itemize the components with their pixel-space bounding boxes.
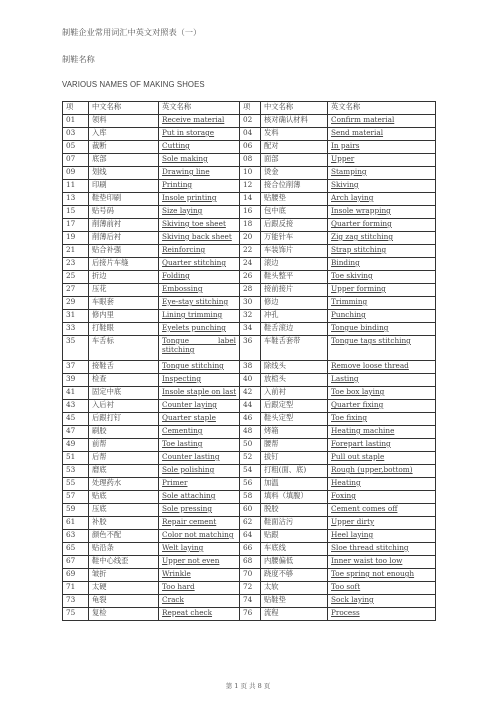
item-no: 40 <box>240 374 261 387</box>
item-no: 72 <box>240 582 261 595</box>
chinese-name: 接前接片 <box>261 284 328 297</box>
item-no: 03 <box>63 128 89 141</box>
chinese-name: 入后衬 <box>89 400 159 413</box>
english-name: Heating machine <box>328 426 436 439</box>
english-name: Rough (upper,bottom) <box>328 465 436 478</box>
item-no: 60 <box>240 504 261 517</box>
item-no: 28 <box>240 284 261 297</box>
english-name: Quarter fixing <box>328 400 436 413</box>
english-name: Pull out staple <box>328 452 436 465</box>
chinese-name: 发料 <box>261 128 328 141</box>
table-row <box>63 452 436 465</box>
english-name: Forepart lasting <box>328 439 436 452</box>
english-name: Eye-stay stitching <box>159 297 240 310</box>
chinese-name: 脱胶 <box>261 504 328 517</box>
item-no: 33 <box>63 323 89 336</box>
chinese-name: 流程 <box>261 608 328 621</box>
english-name: Counter lasting <box>159 452 240 465</box>
table-row <box>63 336 436 361</box>
chinese-name: 划线 <box>89 167 159 180</box>
header-no: 项 <box>63 102 89 115</box>
item-no: 59 <box>63 504 89 517</box>
english-name: In pairs <box>328 141 436 154</box>
chinese-name: 贴合补强 <box>89 245 159 258</box>
item-no: 27 <box>63 284 89 297</box>
chinese-name: 检查 <box>89 374 159 387</box>
item-no: 38 <box>240 361 261 374</box>
item-no: 29 <box>63 297 89 310</box>
table-row <box>63 206 436 219</box>
chinese-name: 压花 <box>89 284 159 297</box>
chinese-name: 印刷 <box>89 180 159 193</box>
item-no: 26 <box>240 271 261 284</box>
chinese-name: 贴号码 <box>89 206 159 219</box>
chinese-name: 固定中底 <box>89 387 159 400</box>
english-name: Sloe thread stitching <box>328 543 436 556</box>
item-no: 68 <box>240 556 261 569</box>
chinese-name: 磨底 <box>89 465 159 478</box>
item-no: 39 <box>63 374 89 387</box>
english-name: Sole attaching <box>159 491 240 504</box>
item-no: 63 <box>63 530 89 543</box>
item-no: 25 <box>63 271 89 284</box>
english-name: Receive material <box>159 115 240 128</box>
english-name: Toe box laying <box>328 387 436 400</box>
english-name: Upper <box>328 154 436 167</box>
english-name: Tongue tags stitching <box>328 336 436 361</box>
english-name: Sole pressing <box>159 504 240 517</box>
chinese-name: 面部 <box>261 154 328 167</box>
table-row <box>63 193 436 206</box>
item-no: 56 <box>240 478 261 491</box>
chinese-name: 放楦头 <box>261 374 328 387</box>
chinese-name: 补胶 <box>89 517 159 530</box>
table-row <box>63 478 436 491</box>
table-row <box>63 271 436 284</box>
chinese-name: 接鞋舌 <box>89 361 159 374</box>
chinese-name: 后跟定型 <box>261 400 328 413</box>
chinese-name: 填料（填腹） <box>261 491 328 504</box>
english-name: Counter laying <box>159 400 240 413</box>
table-row <box>63 323 436 336</box>
chinese-name: 处理药水 <box>89 478 159 491</box>
item-no: 41 <box>63 387 89 400</box>
item-no: 09 <box>63 167 89 180</box>
item-no: 64 <box>240 530 261 543</box>
english-name: Sole making <box>159 154 240 167</box>
english-name: Insole staple on last <box>159 387 240 400</box>
chinese-name: 车眼套 <box>89 297 159 310</box>
english-name: Eyelets punching <box>159 323 240 336</box>
english-name: Tongue binding <box>328 323 436 336</box>
table-row <box>63 517 436 530</box>
item-no: 14 <box>240 193 261 206</box>
chinese-name: 鞋面沾污 <box>261 517 328 530</box>
english-name: Primer <box>159 478 240 491</box>
item-no: 57 <box>63 491 89 504</box>
chinese-name: 万能针车 <box>261 232 328 245</box>
item-no: 45 <box>63 413 89 426</box>
chinese-name: 除线头 <box>261 361 328 374</box>
chinese-name: 后跟打钉 <box>89 413 159 426</box>
terms-table <box>62 101 436 621</box>
item-no: 50 <box>240 439 261 452</box>
table-row <box>63 284 436 297</box>
item-no: 71 <box>63 582 89 595</box>
english-name: Confirm material <box>328 115 436 128</box>
item-no: 10 <box>240 167 261 180</box>
table-row <box>63 504 436 517</box>
chinese-name: 复检 <box>89 608 159 621</box>
chinese-name: 加温 <box>261 478 328 491</box>
item-no: 53 <box>63 465 89 478</box>
table-row <box>63 154 436 167</box>
chinese-name: 折边 <box>89 271 159 284</box>
chinese-name: 贴底 <box>89 491 159 504</box>
english-name: Size laying <box>159 206 240 219</box>
item-no: 02 <box>240 115 261 128</box>
table-row <box>63 258 436 271</box>
item-no: 69 <box>63 569 89 582</box>
english-name: Skiving <box>328 180 436 193</box>
chinese-name: 鞋垫印刷 <box>89 193 159 206</box>
english-name: Heating <box>328 478 436 491</box>
chinese-name: 后帮 <box>89 452 159 465</box>
chinese-name: 贴腰垫 <box>261 193 328 206</box>
english-name: Quarter forming <box>328 219 436 232</box>
item-no: 35 <box>63 336 89 361</box>
english-name: Upper forming <box>328 284 436 297</box>
chinese-name: 入前衬 <box>261 387 328 400</box>
chinese-name: 贴鞋垫 <box>261 595 328 608</box>
table-row <box>63 310 436 323</box>
item-no: 20 <box>240 232 261 245</box>
item-no: 66 <box>240 543 261 556</box>
item-no: 12 <box>240 180 261 193</box>
table-row <box>63 245 436 258</box>
english-name: Tongue label stitching <box>159 336 240 361</box>
chinese-name: 内腰偏低 <box>261 556 328 569</box>
chinese-name: 烫金 <box>261 167 328 180</box>
english-name: Lasting <box>328 374 436 387</box>
item-no: 24 <box>240 258 261 271</box>
item-no: 46 <box>240 413 261 426</box>
chinese-name: 修边 <box>261 297 328 310</box>
item-no: 11 <box>63 180 89 193</box>
item-no: 08 <box>240 154 261 167</box>
table-row <box>63 543 436 556</box>
english-name: Put in storage <box>159 128 240 141</box>
item-no: 76 <box>240 608 261 621</box>
item-no: 49 <box>63 439 89 452</box>
chinese-name: 车底线 <box>261 543 328 556</box>
item-no: 70 <box>240 569 261 582</box>
item-no: 22 <box>240 245 261 258</box>
english-name: Printing <box>159 180 240 193</box>
english-name: Too hard <box>159 582 240 595</box>
item-no: 15 <box>63 206 89 219</box>
english-name: Heel laying <box>328 530 436 543</box>
chinese-name: 削薄后衬 <box>89 232 159 245</box>
header-chinese-name: 中文名称 <box>89 102 159 115</box>
item-no: 44 <box>240 400 261 413</box>
chinese-name: 核对确认材料 <box>261 115 328 128</box>
item-no: 13 <box>63 193 89 206</box>
english-name: Sock laying <box>328 595 436 608</box>
table-row <box>63 465 436 478</box>
table-row <box>63 582 436 595</box>
english-name: Repeat check <box>159 608 240 621</box>
english-name: Toe fixing <box>328 413 436 426</box>
english-name: Reinforcing <box>159 245 240 258</box>
item-no: 07 <box>63 154 89 167</box>
table-row <box>63 556 436 569</box>
english-name: Binding <box>328 258 436 271</box>
item-no: 65 <box>63 543 89 556</box>
item-no: 17 <box>63 219 89 232</box>
item-no: 42 <box>240 387 261 400</box>
english-name: Cutting <box>159 141 240 154</box>
english-name: Process <box>328 608 436 621</box>
item-no: 67 <box>63 556 89 569</box>
english-name: Embossing <box>159 284 240 297</box>
item-no: 61 <box>63 517 89 530</box>
item-no: 75 <box>63 608 89 621</box>
english-name: Arch laying <box>328 193 436 206</box>
english-name: Strap stitching <box>328 245 436 258</box>
item-no: 73 <box>63 595 89 608</box>
chinese-name: 压底 <box>89 504 159 517</box>
chinese-name: 冲孔 <box>261 310 328 323</box>
english-name: Trimming <box>328 297 436 310</box>
chinese-name: 车舌标 <box>89 336 159 361</box>
chinese-name: 鞋舌滚边 <box>261 323 328 336</box>
header-english-name: 英文名称 <box>159 102 240 115</box>
table-row <box>63 608 436 621</box>
english-name: Toe skiving <box>328 271 436 284</box>
item-no: 51 <box>63 452 89 465</box>
chinese-name: 打粗(面、底) <box>261 465 328 478</box>
english-name: Tongue stitching <box>159 361 240 374</box>
table-row <box>63 595 436 608</box>
english-name: Punching <box>328 310 436 323</box>
table-row <box>63 569 436 582</box>
item-no: 58 <box>240 491 261 504</box>
item-no: 30 <box>240 297 261 310</box>
chinese-name: 修内里 <box>89 310 159 323</box>
english-section-title: VARIOUS NAMES OF MAKING SHOES <box>62 80 205 89</box>
english-name: Drawing line <box>159 167 240 180</box>
item-no: 74 <box>240 595 261 608</box>
chinese-name: 鞋中心线歪 <box>89 556 159 569</box>
english-name: Folding <box>159 271 240 284</box>
english-name: Remove loose thread <box>328 361 436 374</box>
item-no: 55 <box>63 478 89 491</box>
table-row <box>63 180 436 193</box>
item-no: 43 <box>63 400 89 413</box>
chinese-name: 裁断 <box>89 141 159 154</box>
chinese-name: 拔钉 <box>261 452 328 465</box>
english-name: Stamping <box>328 167 436 180</box>
english-name: Toe spring not enough <box>328 569 436 582</box>
english-name: Skiving toe sheet <box>159 219 240 232</box>
english-name: Skiving back sheet <box>159 232 240 245</box>
item-no: 36 <box>240 336 261 361</box>
table-row <box>63 141 436 154</box>
chinese-name: 腰帮 <box>261 439 328 452</box>
english-name: Quarter staple <box>159 413 240 426</box>
english-name: Sole polishing <box>159 465 240 478</box>
table-row <box>63 361 436 374</box>
item-no: 54 <box>240 465 261 478</box>
table-row <box>63 219 436 232</box>
chinese-name: 颜色不配 <box>89 530 159 543</box>
english-name: Wrinkle <box>159 569 240 582</box>
chinese-name: 领料 <box>89 115 159 128</box>
item-no: 21 <box>63 245 89 258</box>
header-no: 项 <box>240 102 261 115</box>
table-header-row <box>63 102 436 115</box>
item-no: 52 <box>240 452 261 465</box>
english-name: Color not matching <box>159 530 240 543</box>
item-no: 05 <box>63 141 89 154</box>
table-row <box>63 439 436 452</box>
english-name: Quarter stitching <box>159 258 240 271</box>
table-row <box>63 232 436 245</box>
table-row <box>63 115 436 128</box>
chinese-name: 前帮 <box>89 439 159 452</box>
english-name: Inner waist too low <box>328 556 436 569</box>
item-no: 01 <box>63 115 89 128</box>
chinese-name: 刷胶 <box>89 426 159 439</box>
document-title: 制鞋企业常用词汇中英文对照表（一） <box>62 27 202 37</box>
chinese-name: 后跟反接 <box>261 219 328 232</box>
chinese-name: 配对 <box>261 141 328 154</box>
chinese-name: 贴沿条 <box>89 543 159 556</box>
item-no: 19 <box>63 232 89 245</box>
chinese-name: 滚边 <box>261 258 328 271</box>
page-footer: 第 1 页 共 8 页 <box>225 682 271 690</box>
chinese-name: 车装饰片 <box>261 245 328 258</box>
chinese-name: 后接片车缝 <box>89 258 159 271</box>
item-no: 37 <box>63 361 89 374</box>
english-name: Inspecting <box>159 374 240 387</box>
english-name: Zig zag stitching <box>328 232 436 245</box>
english-name: Cement comes off <box>328 504 436 517</box>
chinese-name: 太软 <box>261 582 328 595</box>
english-name: Crack <box>159 595 240 608</box>
table-row <box>63 413 436 426</box>
table-row <box>63 128 436 141</box>
english-name: Lining trimming <box>159 310 240 323</box>
english-name: Send material <box>328 128 436 141</box>
item-no: 48 <box>240 426 261 439</box>
chinese-name: 贴跟 <box>261 530 328 543</box>
chinese-name: 底部 <box>89 154 159 167</box>
chinese-name: 入库 <box>89 128 159 141</box>
table-row <box>63 387 436 400</box>
table-row <box>63 297 436 310</box>
english-name: Foxing <box>328 491 436 504</box>
english-name: Welt laying <box>159 543 240 556</box>
chinese-name: 车鞋舌套带 <box>261 336 328 361</box>
english-name: Insole printing <box>159 193 240 206</box>
section-title: 制鞋名称 <box>62 54 95 64</box>
item-no: 31 <box>63 310 89 323</box>
chinese-name: 太硬 <box>89 582 159 595</box>
english-name: Insole wrapping <box>328 206 436 219</box>
english-name: Too soft <box>328 582 436 595</box>
table-row <box>63 491 436 504</box>
table-row <box>63 167 436 180</box>
chinese-name: 包中底 <box>261 206 328 219</box>
item-no: 32 <box>240 310 261 323</box>
chinese-name: 皱折 <box>89 569 159 582</box>
english-name: Toe lasting <box>159 439 240 452</box>
item-no: 47 <box>63 426 89 439</box>
english-name: Cementing <box>159 426 240 439</box>
header-english-name: 英文名称 <box>328 102 436 115</box>
english-name: Upper dirty <box>328 517 436 530</box>
table-row <box>63 530 436 543</box>
table-row <box>63 374 436 387</box>
table-body <box>63 115 436 621</box>
chinese-name: 龟裂 <box>89 595 159 608</box>
table-row <box>63 400 436 413</box>
item-no: 62 <box>240 517 261 530</box>
chinese-name: 鞋头定型 <box>261 413 328 426</box>
chinese-name: 削薄前衬 <box>89 219 159 232</box>
chinese-name: 鞋头整平 <box>261 271 328 284</box>
chinese-name: 打鞋眼 <box>89 323 159 336</box>
item-no: 04 <box>240 128 261 141</box>
item-no: 06 <box>240 141 261 154</box>
item-no: 34 <box>240 323 261 336</box>
chinese-name: 烤箱 <box>261 426 328 439</box>
chinese-name: 接合位削薄 <box>261 180 328 193</box>
item-no: 18 <box>240 219 261 232</box>
english-name: Repair cement <box>159 517 240 530</box>
item-no: 23 <box>63 258 89 271</box>
english-name: Upper not even <box>159 556 240 569</box>
header-chinese-name: 中文名称 <box>261 102 328 115</box>
item-no: 16 <box>240 206 261 219</box>
table-row <box>63 426 436 439</box>
chinese-name: 跷度不够 <box>261 569 328 582</box>
